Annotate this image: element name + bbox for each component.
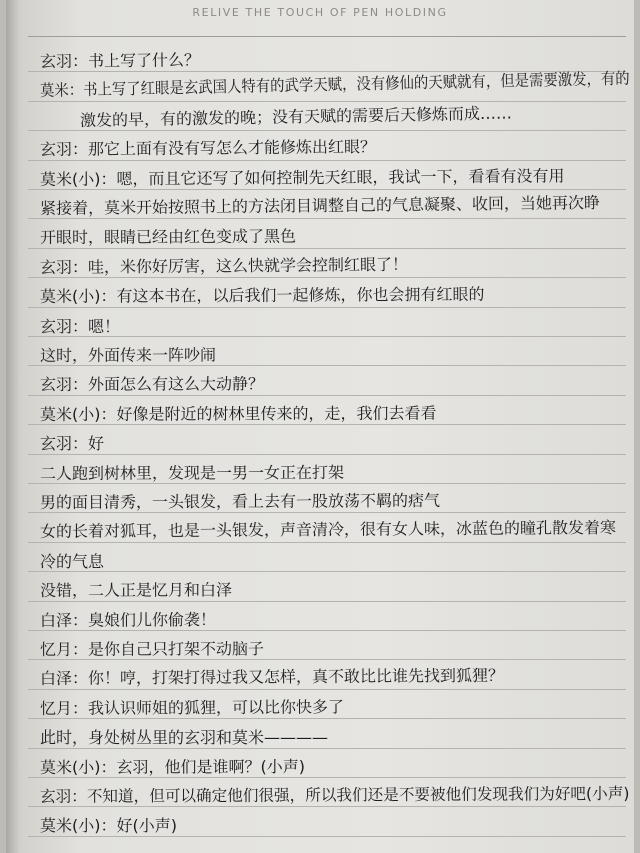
text-line: 男的面目清秀，一头银发，看上去有一股放荡不羁的痞气 xyxy=(39,490,441,512)
text-line: 激发的早，有的激发的晚；没有天赋的需要后天修炼而成…… xyxy=(79,103,513,130)
ruled-line xyxy=(28,277,626,278)
text-line: 莫米(小)：好像是附近的树林里传来的，走，我们去看看 xyxy=(39,403,437,424)
text-line: 女的长着对狐耳，也是一头银发，声音清冷，很有女人味，冰蓝色的瞳孔散发着寒 xyxy=(39,518,617,542)
text-line: 玄羽：那它上面有没有写怎么才能修炼出红眼？ xyxy=(39,137,377,160)
notebook-page xyxy=(6,0,634,853)
text-line: 此时，身处树丛里的玄羽和莫米———— xyxy=(40,728,329,748)
ruled-line xyxy=(28,248,626,249)
text-line: 莫米(小)：有这本书在，以后我们一起修炼，你也会拥有红眼的 xyxy=(39,284,485,307)
ruled-line xyxy=(28,395,626,396)
ruled-line xyxy=(28,542,626,543)
text-line: 冷的气息 xyxy=(40,551,105,571)
text-line: 白泽：臭娘们儿你偷袭！ xyxy=(39,609,217,630)
header-rule xyxy=(28,36,626,37)
ruled-line xyxy=(28,689,626,690)
text-line: 莫米：书上写了红眼是玄武国人特有的武学天赋，没有修仙的天赋就有，但是需要激发，有的 xyxy=(39,69,630,101)
ruled-line xyxy=(28,307,626,308)
ruled-line xyxy=(28,160,626,161)
ruled-line xyxy=(28,601,626,602)
text-line: 莫米(小)：玄羽，他们是谁啊？(小声) xyxy=(39,756,306,777)
text-line: 紧接着，莫米开始按照书上的方法闭目调整自己的气息凝聚、收回，当她再次睁 xyxy=(39,193,601,218)
text-line: 开眼时，眼睛已经由红色变成了黑色 xyxy=(39,227,297,248)
text-line: 没错，二人正是忆月和白泽 xyxy=(39,580,233,601)
text-line: 白泽：你！哼，打架打得过我又怎样，真不敢比比谁先找到狐狸？ xyxy=(39,666,505,689)
text-line: 忆月：是你自己只打架不动脑子 xyxy=(39,639,265,659)
text-line: 这时，外面传来一阵吵闹 xyxy=(39,345,217,365)
text-line: 忆月：我认识师姐的狐狸，可以比你快多了 xyxy=(39,697,345,718)
text-line: 玄羽：嗯！ xyxy=(40,316,121,336)
text-line: 玄羽：好 xyxy=(40,434,105,454)
page-header: RELIVE THE TOUCH OF PEN HOLDING xyxy=(192,6,448,19)
text-line: 二人跑到树林里，发现是一男一女正在打架 xyxy=(39,462,345,483)
page-binding-shadow xyxy=(6,0,20,853)
text-line: 玄羽：书上写了什么？ xyxy=(39,50,201,71)
text-line: 莫米(小)：好(小声) xyxy=(40,816,177,836)
text-line: 莫米(小)：嗯，而且它还写了如何控制先天红眼，我试一下，看看有没有用 xyxy=(39,165,565,189)
ruled-line xyxy=(28,218,626,219)
text-line: 玄羽：不知道，但可以确定他们很强，所以我们还是不要被他们发现我们为好吧(小声) xyxy=(39,783,630,806)
text-line: 玄羽：哇，米你好厉害，这么快就学会控制红眼了！ xyxy=(39,254,409,277)
text-line: 玄羽：外面怎么有这么大动静？ xyxy=(39,374,265,395)
